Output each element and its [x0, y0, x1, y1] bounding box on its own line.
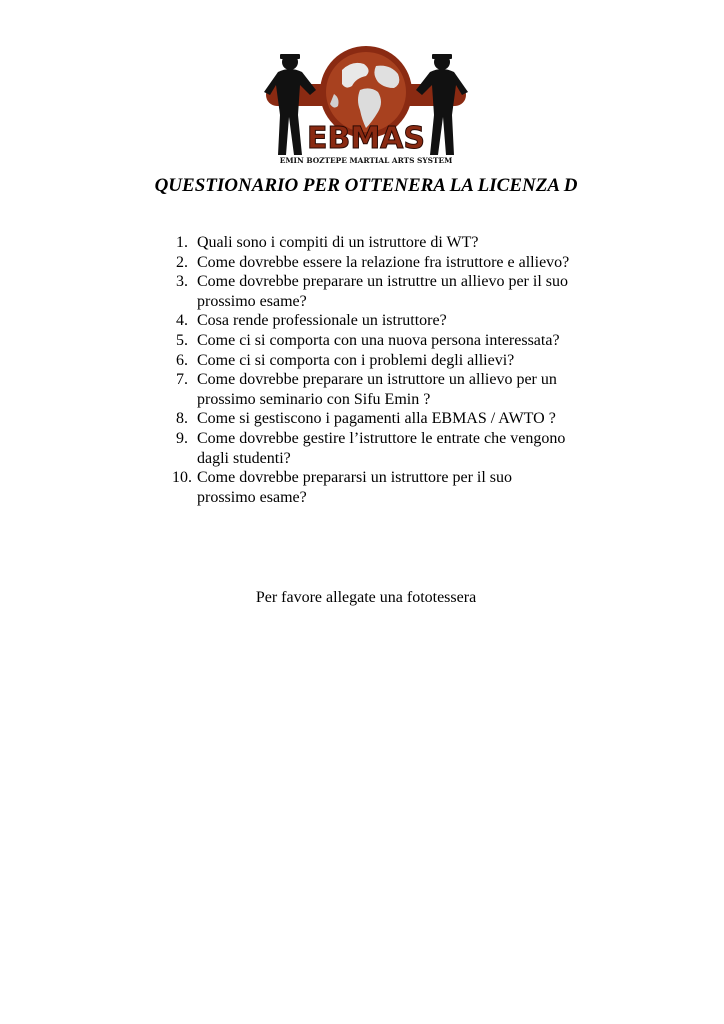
question-text: Come si gestiscono i pagamenti alla EBMAS / AWTO ?	[197, 410, 556, 428]
question-number: 5.	[176, 331, 188, 349]
question-text: Come dovrebbe preparare un istruttore un allievo per un prossimo seminario con Sifu Emin ?	[197, 371, 557, 408]
question-item	[172, 429, 572, 468]
question-number: 1.	[176, 234, 188, 251]
question-number: 9.	[176, 429, 188, 447]
question-item	[172, 253, 572, 273]
logo-tagline: EMIN BOZTEPE MARTIAL ARTS SYSTEM	[279, 156, 453, 165]
ebmas-logo-graphic	[264, 44, 468, 170]
question-text: Quali sono i compiti di un istruttore di WT?	[197, 234, 479, 251]
question-number: 7.	[176, 371, 188, 389]
document-title: QUESTIONARIO PER OTTENERA LA LICENZA D	[154, 175, 578, 196]
question-number: 6.	[176, 351, 188, 369]
ebmas-logo	[264, 44, 468, 170]
question-text: Come dovrebbe essere la relazione fra istruttore e allievo?	[197, 253, 570, 271]
question-text: Come dovrebbe gestire l’istruttore le entrate che vengono dagli studenti?	[197, 429, 566, 467]
question-text: Come dovrebbe prepararsi un istruttore per il suo prossimo esame?	[197, 469, 513, 506]
question-text: Cosa rende professionale un istruttore?	[197, 312, 447, 330]
question-number: 4.	[176, 312, 188, 330]
question-item	[172, 351, 572, 371]
question-number: 10.	[172, 469, 192, 487]
question-item	[172, 331, 572, 351]
question-text: Come ci si comporta con i problemi degli allievi?	[197, 351, 515, 369]
question-item	[172, 409, 572, 429]
question-number: 3.	[176, 273, 188, 291]
question-item	[172, 468, 572, 507]
question-number: 2.	[176, 253, 188, 271]
question-item	[172, 370, 572, 409]
photo-request-note: Per favore allegate una fototessera	[255, 589, 477, 606]
question-item	[172, 233, 572, 253]
question-item	[172, 272, 572, 311]
question-number: 8.	[176, 410, 188, 428]
question-text: Come dovrebbe preparare un istruttre un allievo per il suo prossimo esame?	[197, 273, 568, 310]
question-item	[172, 311, 572, 331]
logo-wordmark: EBMAS	[306, 121, 426, 156]
question-text: Come ci si comporta con una nuova persona interessata?	[197, 331, 560, 349]
question-list	[172, 233, 572, 507]
